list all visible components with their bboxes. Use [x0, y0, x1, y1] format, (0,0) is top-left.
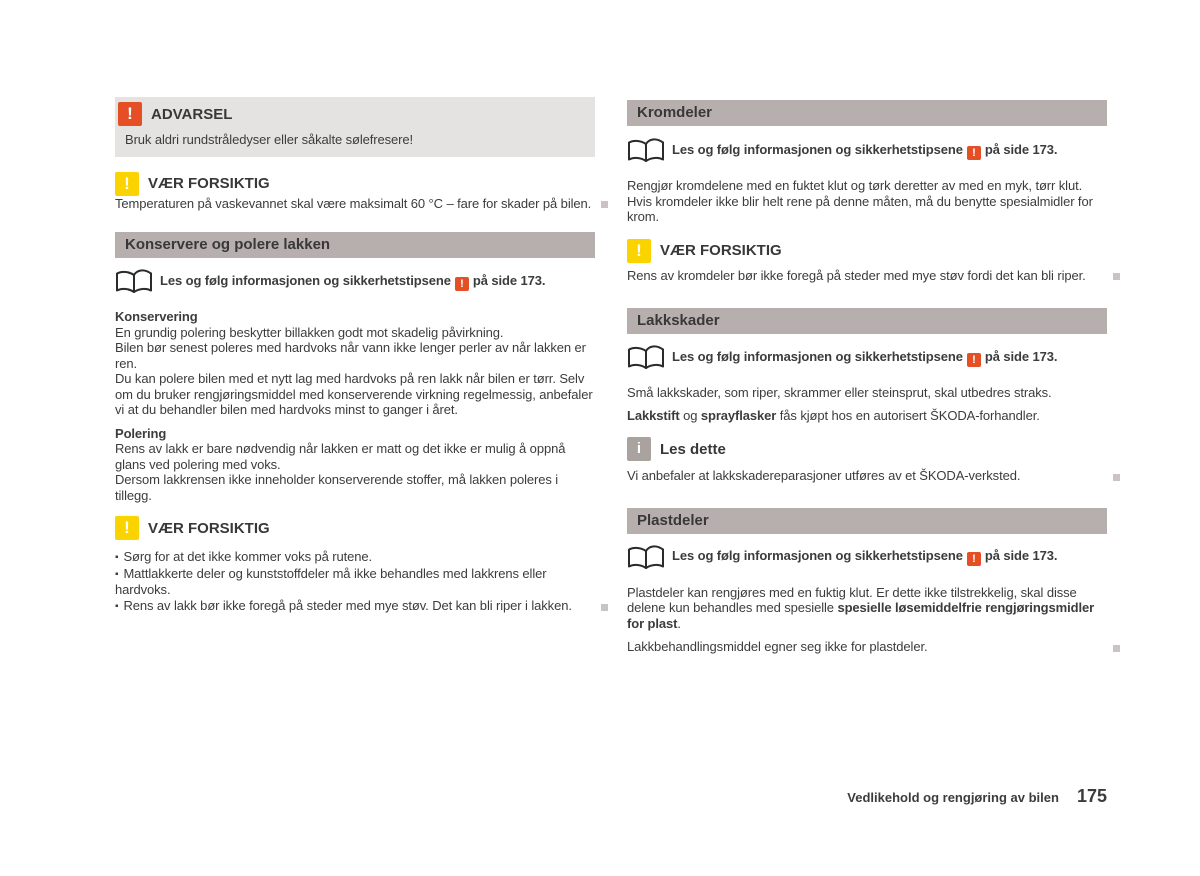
open-book-icon	[627, 544, 665, 571]
advarsel-title: ADVARSEL	[151, 105, 233, 123]
caution-heading	[115, 172, 595, 196]
footer-page-number: 175	[1076, 786, 1107, 806]
paragraph: Rens av lakk er bare nødvendig når lakken er matt og det ikke er mulig å oppnå glans ved polering med voks.	[115, 441, 566, 472]
reference-note	[115, 268, 595, 295]
bold-term: spesielle løsemiddelfrie rengjøringsmidler for plast	[627, 600, 1095, 631]
reference-text	[672, 142, 1057, 160]
note-text-content: Vi anbefaler at lakkskadereparasjoner utføres av et ŠKODA-verksted.	[627, 468, 1021, 483]
advarsel-text: Bruk aldri rundstråledyser eller såkalte sølefresere!	[125, 132, 414, 147]
warning-icon: !	[967, 353, 981, 367]
list-item-text: Mattlakkerte deler og kunststoffdeler må ikke behandles med lakkrens eller hardvoks.	[115, 565, 547, 597]
list-item	[115, 598, 595, 615]
bold-term: Lakkstift	[627, 407, 680, 423]
caution-heading	[115, 516, 595, 540]
reference-page: på side 173.	[984, 548, 1058, 563]
section-bar-konservere	[115, 232, 595, 258]
section-title: Kromdeler	[637, 104, 713, 121]
caution-text	[627, 268, 1107, 284]
reference-text	[672, 548, 1057, 566]
list-item-text: Sørg for at det ikke kommer voks på rutene.	[123, 549, 373, 564]
bold-term: sprayflasker	[700, 407, 777, 423]
right-column	[627, 0, 1107, 655]
konservering-heading: Konservering	[115, 309, 198, 324]
open-book-icon	[115, 268, 153, 295]
paragraph: Dersom lakkrensen ikke inneholder konserverende stoffer, må lakken poleres i tillegg.	[115, 472, 559, 503]
reference-lead: Les og følg informasjonen og sikkerhetstipsene	[672, 548, 963, 563]
caution-text-content: Temperaturen på vaskevannet skal være maksimalt 60 °C – fare for skader på bilen.	[115, 195, 592, 211]
caution-text	[115, 196, 595, 212]
section-end-marker	[1113, 474, 1120, 481]
reference-page: på side 173.	[984, 348, 1058, 364]
paragraph-text: Plastdeler kan rengjøres med en fuktig klut. Er dette ikke tilstrekkelig, skal disse delene kun behandles med spesielle	[627, 584, 1077, 615]
reference-note	[627, 137, 1107, 164]
caution-bullet-list	[115, 549, 595, 614]
open-book-icon	[627, 344, 665, 371]
paragraph: Du kan polere bilen med et nytt lag med hardvoks på ren lakk når bilen er tørr. Selv om du bruker rengjøringsmiddel med konserverende virkning regelmessig, anbefaler vi at du behandler bilen med hardvoks minst to ganger i året.	[115, 371, 593, 417]
page-footer	[847, 786, 1107, 807]
list-item	[115, 566, 595, 598]
reference-text	[160, 273, 545, 291]
paragraph: Rengjør kromdelene med en fuktet klut og tørk deretter av med en myk, tørr klut. Hvis kromdeler ikke blir helt rene på denne måten, må du benytte spesialmidler for krom.	[627, 178, 1093, 224]
advarsel-box	[115, 97, 595, 157]
footer-chapter-label: Vedlikehold og rengjøring av bilen	[847, 790, 1059, 805]
list-item	[115, 549, 595, 566]
caution-heading	[627, 239, 1107, 263]
paragraph-text: og	[679, 407, 701, 423]
paragraph: Bilen bør senest poleres med hardvoks når vann ikke lenger perler av når lakken er ren.	[115, 340, 586, 371]
reference-note	[627, 544, 1107, 571]
note-text	[627, 468, 1107, 484]
paragraph	[627, 408, 1107, 424]
warning-icon: !	[967, 552, 981, 566]
reference-note	[627, 344, 1107, 371]
paragraph-text: .	[677, 615, 681, 631]
section-title: Konservere og polere lakken	[125, 236, 331, 253]
reference-page: på side 173.	[472, 272, 546, 288]
caution-text-content: Rens av kromdeler bør ikke foregå på steder med mye støv fordi det kan bli riper.	[627, 267, 1086, 283]
konservering-block	[115, 309, 595, 340]
reference-lead: Les og følg informasjonen og sikkerhetstipsene	[672, 348, 963, 364]
caution-title: VÆR FORSIKTIG	[660, 242, 782, 259]
reference-text	[672, 349, 1057, 367]
section-title: Plastdeler	[637, 511, 709, 529]
caution-icon: !	[115, 516, 139, 540]
polering-block	[115, 426, 595, 473]
paragraph-text: Lakkbehandlingsmiddel egner seg ikke for plastdeler.	[627, 639, 928, 654]
bullet-icon: ▪	[115, 568, 119, 580]
paragraph	[627, 585, 1107, 632]
section-title: Lakkskader	[637, 312, 720, 329]
caution-title: VÆR FORSIKTIG	[148, 175, 270, 192]
paragraph	[627, 639, 1107, 655]
reference-page: på side 173.	[984, 141, 1058, 157]
reference-lead: Les og følg informasjonen og sikkerhetstipsene	[672, 141, 963, 157]
paragraph: Små lakkskader, som riper, skrammer eller steinsprut, skal utbedres straks.	[627, 385, 1052, 400]
note-heading	[627, 437, 1107, 461]
reference-lead: Les og følg informasjonen og sikkerhetstipsene	[160, 272, 451, 288]
caution-title: VÆR FORSIKTIG	[148, 519, 270, 537]
section-bar-plastdeler	[627, 508, 1107, 534]
polering-heading: Polering	[115, 425, 167, 441]
paragraph-text: fås kjøpt hos en autorisert ŠKODA-forhandler.	[776, 407, 1040, 423]
info-icon: i	[627, 437, 651, 461]
section-end-marker	[601, 604, 608, 611]
warning-icon: !	[967, 146, 981, 160]
warning-icon: !	[455, 277, 469, 291]
warning-icon: !	[118, 102, 142, 126]
open-book-icon	[627, 137, 665, 164]
section-end-marker	[1113, 645, 1120, 652]
left-column	[115, 0, 595, 614]
bullet-icon: ▪	[115, 600, 119, 612]
section-end-marker	[601, 201, 608, 208]
section-bar-kromdeler	[627, 100, 1107, 126]
list-item-text: Rens av lakk bør ikke foregå på steder med mye støv. Det kan bli riper i lakken.	[123, 597, 572, 613]
bullet-icon: ▪	[115, 552, 119, 563]
paragraph: En grundig polering beskytter billakken godt mot skadelig påvirkning.	[115, 324, 504, 340]
caution-icon: !	[627, 239, 651, 263]
caution-icon: !	[115, 172, 139, 196]
note-title: Les dette	[660, 440, 726, 458]
section-bar-lakkskader	[627, 308, 1107, 334]
section-end-marker	[1113, 273, 1120, 280]
